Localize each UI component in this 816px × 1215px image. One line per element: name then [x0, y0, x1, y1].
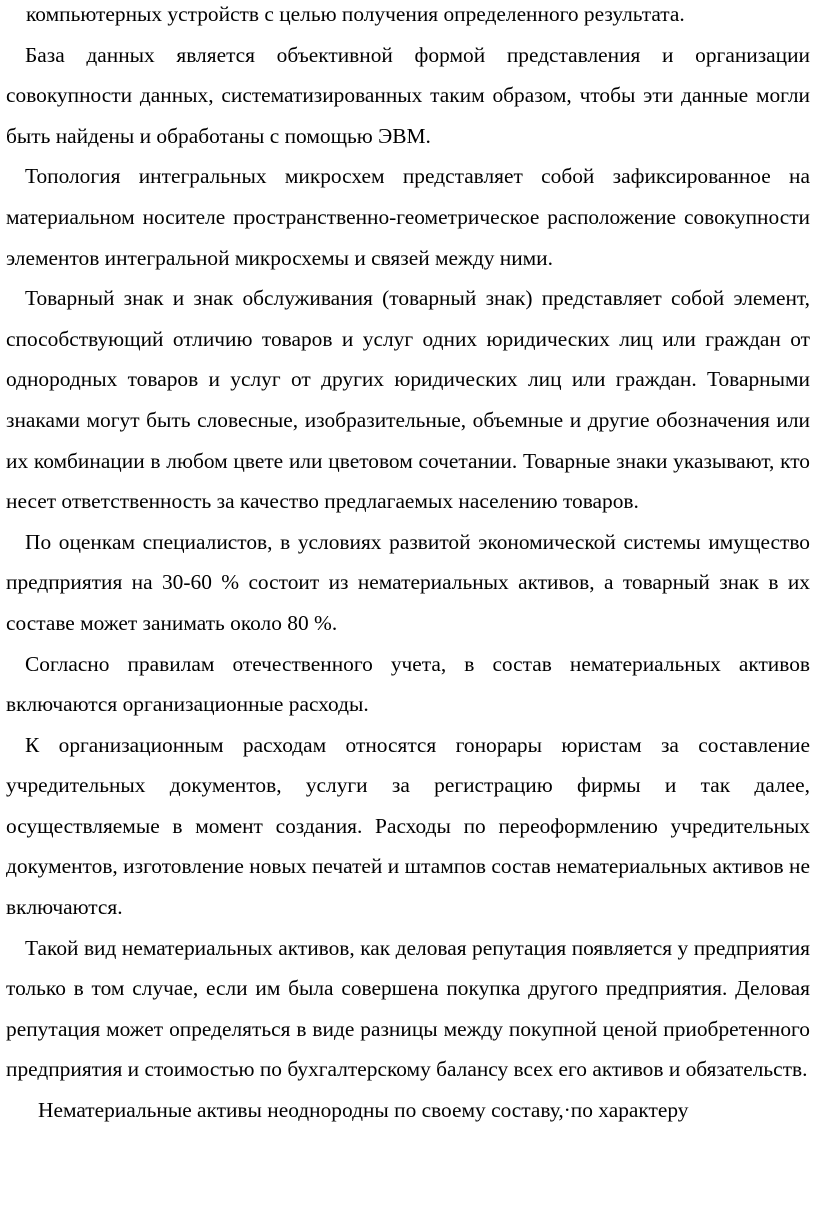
paragraph-database: База данных является объективной формой представления и организации совокупности данных, систематизированных таким образом, чтобы эти данные могли быть найдены и обработаны с помощью ЭВМ.	[6, 42, 810, 148]
paragraph-intangible-assets: Нематериальные активы неоднородны по своему составу,·по характеру	[38, 1098, 689, 1123]
paragraph-trademark: Товарный знак и знак обслуживания (товарный знак) представляет собой элемент, способствующий отличию товаров и услуг одних юридических лиц или граждан от однородных товаров и услуг от других юридических лиц или граждан. Товарными знаками могут быть словесные, изобразительные, объемные и другие обозначения или их комбинации в любом цвете или цветовом сочетании. Товарные знаки указывают, кто несет ответственность за качество предлагаемых населению товаров.	[6, 286, 810, 514]
paragraph-topology: Топология интегральных микросхем представляет собой зафиксированное на материальном носителе пространственно-геометрическое расположение совокупности элементов интегральной микросхемы и связей между ними.	[6, 164, 810, 270]
paragraph-accounting-rules: Согласно правилам отечественного учета, в состав нематериальных активов включаются организационные расходы.	[6, 651, 810, 717]
paragraph-expert-estimates: По оценкам специалистов, в условиях развитой экономической системы имущество предприятия на 30-60 % состоит из нематериальных активов, а товарный знак в их составе может занимать около 80 %.	[6, 529, 810, 635]
paragraph-continuation: компьютерных устройств с целью получения определенного результата.	[26, 2, 685, 26]
paragraph-organizational-expenses: К организационным расходам относятся гонорары юристам за составление учредительных документов, услуги за регистрацию фирмы и так далее, осуществляемые в момент создания. Расходы по переоформлению учредительных документов, изготовление новых печатей и штампов состав нематериальных активов не включаются.	[6, 732, 810, 920]
paragraph-business-reputation: Такой вид нематериальных активов, как деловая репутация появляется у предприятия только в том случае, если им была совершена покупка другого предприятия. Деловая репутация может определяться в виде разницы между покупной ценой приобретенного предприятия и стоимостью по бухгалтерскому балансу всех его активов и обязательств.	[6, 935, 810, 1082]
